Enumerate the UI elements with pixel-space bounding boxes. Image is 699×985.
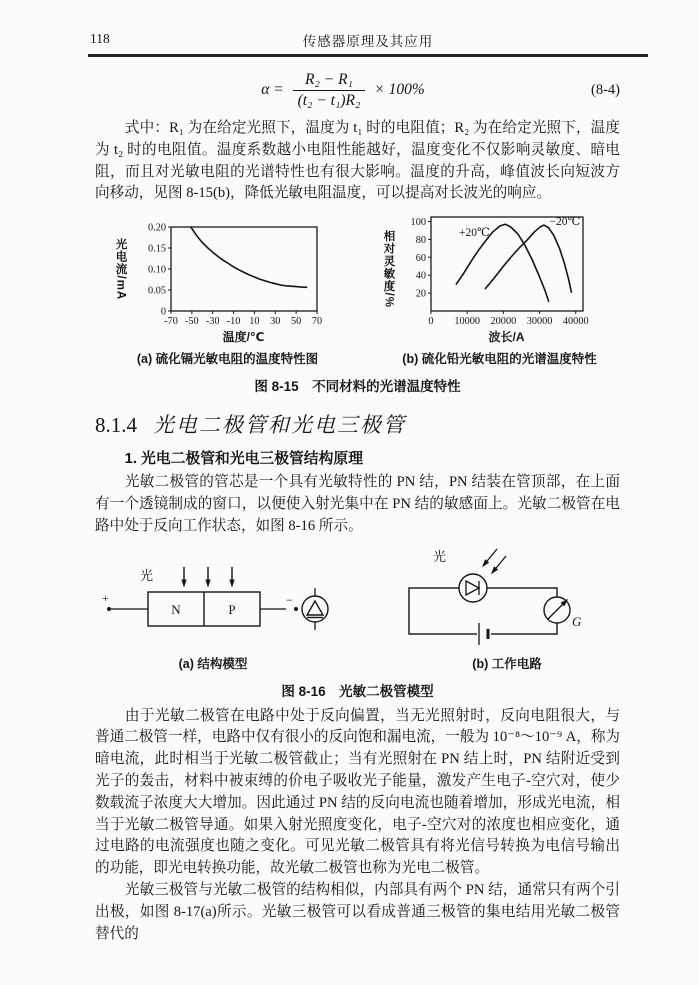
chart-a-xlabel: 温度/℃ bbox=[222, 330, 265, 345]
paragraph-reverse-bias-operation: 由于光敏二极管在电路中处于反向偏置，当无光照射时，反向电阻很大，与普通二极管一样，电路中仅有很小的反向饱和漏电流，一般为 10⁻⁸～10⁻⁹ A，称为暗电流，此时相当于光敏二极管截止；当有光照射在 PN 结上时，PN 结附近受到光子的轰击，材料中被束缚的价电子吸收光子能量，激发产生电子-空穴对，使少数载流子浓度大大增加。因此通过 PN 结的反向电流也随着增加，形成光电流，相当于光敏二极管导通。如果入射光照度变化，电子-空穴对的浓度也相应变化，通过电路的电流强度也随之变化。可见光敏二极管具有将光信号转换为电信号输出的功能，即光电转换功能，故光敏二极管也称为光电二极管。 bbox=[95, 707, 621, 877]
svg-text:40000: 40000 bbox=[562, 316, 589, 328]
svg-text:0: 0 bbox=[160, 306, 166, 318]
plus-terminal-label: + bbox=[101, 590, 109, 605]
svg-text:0.10: 0.10 bbox=[147, 264, 166, 276]
figure-8-16 bbox=[95, 546, 620, 700]
figure-8-16-diagrams bbox=[95, 546, 620, 672]
figure-8-15-charts bbox=[95, 215, 620, 367]
chart-a-caption: (a) 硫化镉光敏电阻的温度特性图 bbox=[136, 352, 319, 367]
light-label-b: 光 bbox=[432, 548, 446, 564]
figure-8-15-caption: 图 8-15 不同材料的光谱温度特性 bbox=[254, 379, 461, 395]
paragraph-photodiode-structure: 光敏二极管的管芯是一个具有光敏特性的 PN 结，PN 结装在管顶部，在上面有一个透镜制成的窗口，以便使入射光集中在 PN 结的敏感面上。光敏二极管在电路中处于反向工作状态，如图 8-16 所示。 bbox=[95, 474, 620, 534]
svg-text:-50: -50 bbox=[184, 316, 199, 328]
chart-a-ylabel: 光电流/mA bbox=[114, 238, 127, 301]
svg-text:10000: 10000 bbox=[453, 316, 480, 328]
paragraph-temperature-coefficient: 式中：R₁ 为在给定光照下，温度为 t₁ 时的电阻值；R₂ 为在给定光照下，温度为 t₂ 时的电阻值。温度系数越小电阻性能越好，温度变化不仅影响灵敏度、暗电阻，而且对光敏电阻的光谱特性也有很大影响。温度的升高，峰值波长向短波方向移动，见图 8-15(b)，降低光敏电阻温度，可以提高对长波光的响应。 bbox=[95, 120, 620, 202]
section-heading-8-1-4 bbox=[95, 409, 620, 439]
fraction-denominator: (t₂ − t₁)R₂ bbox=[297, 92, 361, 109]
fraction-numerator: R₂ − R₁ bbox=[293, 71, 366, 91]
svg-text:50: 50 bbox=[290, 316, 301, 328]
p-region-label: P bbox=[227, 601, 236, 617]
chart-a-plot bbox=[129, 215, 327, 327]
figure-8-15 bbox=[95, 215, 620, 395]
svg-text:0.05: 0.05 bbox=[147, 285, 166, 297]
svg-text:100: 100 bbox=[410, 217, 426, 229]
svg-text:-70: -70 bbox=[163, 316, 178, 328]
section-title: 光电二极管和光电三极管 bbox=[153, 413, 406, 438]
equation-rhs: × 100% bbox=[374, 81, 425, 99]
diode-triangle bbox=[307, 601, 323, 615]
structure-model-caption: (a) 结构模型 bbox=[178, 656, 248, 671]
svg-text:20: 20 bbox=[415, 288, 426, 300]
section-number: 8.1.4 bbox=[95, 413, 137, 438]
chart-b-ylabel: 相对灵敏度/% bbox=[382, 230, 395, 309]
svg-text:0: 0 bbox=[427, 316, 434, 328]
chart-b-xlabel: 波长/A bbox=[488, 330, 525, 345]
svg-text:60: 60 bbox=[415, 252, 426, 264]
subsection-heading-1: 1. 光电二极管和光电三极管结构原理 bbox=[124, 451, 363, 468]
equation-8-4 bbox=[95, 71, 620, 110]
equation-fraction bbox=[293, 71, 366, 110]
book-title: 传感器原理及其应用 bbox=[302, 34, 434, 49]
equation-number: (8-4) bbox=[591, 82, 620, 98]
photodiode-circle bbox=[459, 574, 487, 602]
svg-text:30: 30 bbox=[269, 316, 280, 328]
svg-text:−20℃: −20℃ bbox=[548, 216, 580, 229]
equation-body bbox=[95, 71, 591, 110]
working-circuit-drawing bbox=[395, 546, 620, 650]
chart-b-column bbox=[397, 215, 603, 367]
svg-text:80: 80 bbox=[415, 235, 426, 247]
diagram-structure-model bbox=[96, 562, 331, 672]
minus-terminal-dot bbox=[294, 607, 298, 611]
svg-text:-10: -10 bbox=[226, 316, 240, 328]
svg-text:40: 40 bbox=[415, 270, 426, 282]
svg-text:0.20: 0.20 bbox=[147, 222, 166, 234]
light-label-a: 光 bbox=[139, 567, 153, 583]
chart-a-column bbox=[129, 215, 327, 367]
svg-text:30000: 30000 bbox=[526, 316, 552, 328]
minus-terminal-label: − bbox=[285, 592, 293, 607]
svg-text:20000: 20000 bbox=[490, 316, 516, 328]
svg-text:70: 70 bbox=[311, 316, 322, 328]
chart-b-caption: (b) 硫化铅光敏电阻的光谱温度特性 bbox=[402, 352, 597, 367]
diagram-working-circuit bbox=[395, 546, 620, 672]
n-region-label: N bbox=[170, 601, 181, 617]
page-header bbox=[88, 30, 648, 57]
figure-8-16-caption: 图 8-16 光敏二极管模型 bbox=[281, 683, 434, 699]
equation-lhs: α = bbox=[261, 81, 284, 99]
svg-text:0.15: 0.15 bbox=[147, 243, 166, 255]
chart-pbs-spectral bbox=[381, 215, 603, 367]
structure-model-drawing bbox=[96, 562, 331, 650]
svg-text:-30: -30 bbox=[205, 316, 220, 328]
svg-text:10: 10 bbox=[248, 316, 260, 328]
svg-text:+20℃: +20℃ bbox=[458, 226, 490, 239]
chart-b-plot bbox=[397, 215, 603, 327]
page-number: 118 bbox=[90, 31, 110, 46]
working-circuit-caption: (b) 工作电路 bbox=[472, 656, 542, 671]
paragraph-phototransistor-intro: 光敏三极管与光敏二极管的结构相似，内部具有两个 PN 结，通常只有两个引出极，如图 8-17(a)所示。光敏三极管可以看成普通三极管的集电结用光敏二极管替代的 bbox=[95, 881, 620, 942]
galvanometer-label: G bbox=[571, 613, 581, 629]
chart-cds-temperature bbox=[113, 215, 327, 367]
